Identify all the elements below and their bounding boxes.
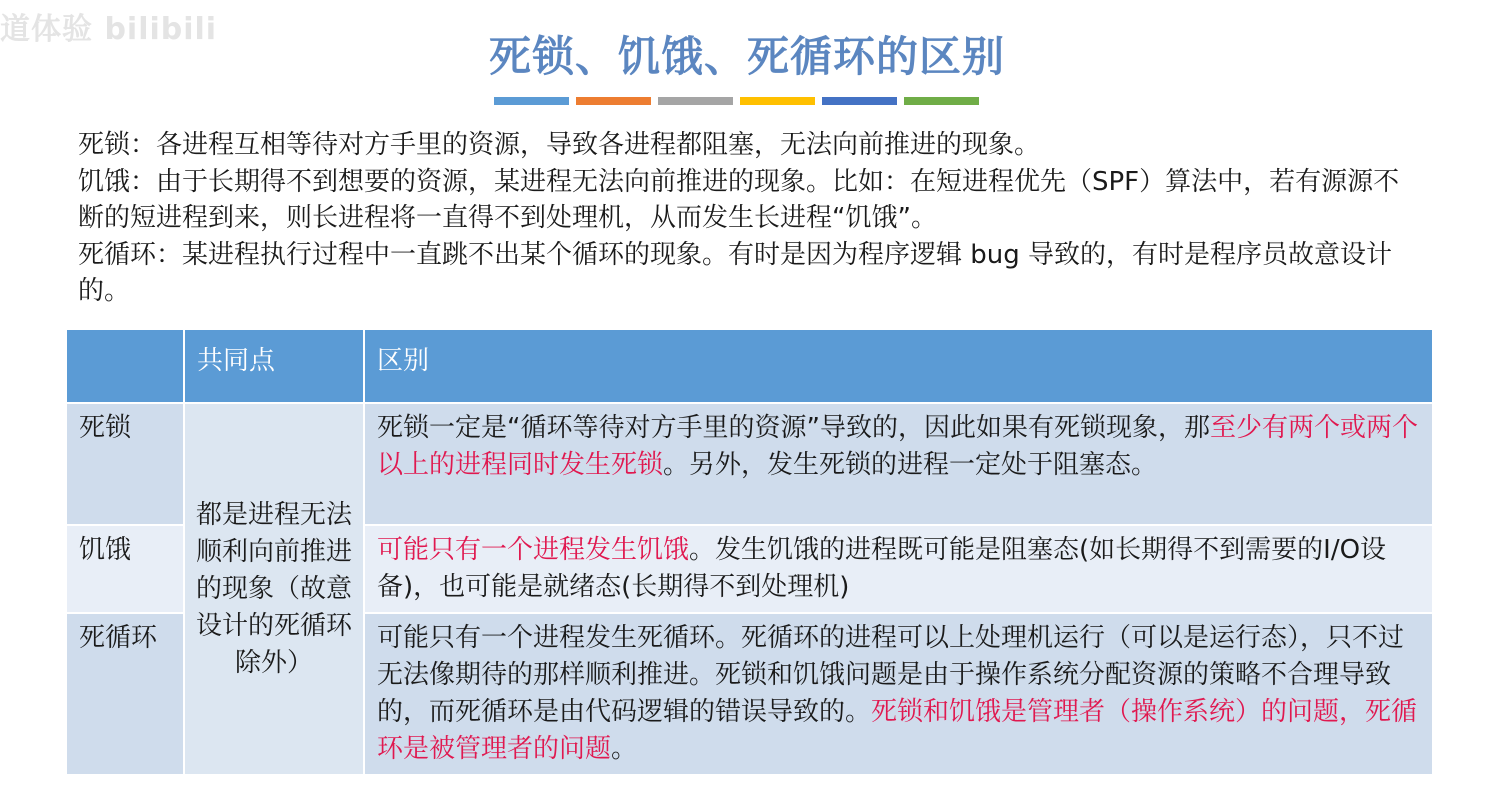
row-label-deadlock: 死锁 bbox=[66, 403, 184, 525]
difference-starvation bbox=[364, 525, 1433, 613]
starvation-definition: 饥饿：由于长期得不到想要的资源，某进程无法向前推进的现象。比如：在短进程优先（SPF）算法中，若有源源不断的短进程到来，则长进程将一直得不到处理机，从而发生长进程“饥饿”。 bbox=[78, 166, 1400, 233]
deadlock-definition: 死锁：各进程互相等待对方手里的资源，导致各进程都阻塞，无法向前推进的现象。 bbox=[78, 130, 1041, 160]
color-bar-segment bbox=[740, 97, 815, 105]
header-difference: 区别 bbox=[364, 329, 1433, 403]
table-row bbox=[66, 403, 1433, 525]
intro-text bbox=[78, 127, 1418, 310]
diff-text: 。 bbox=[611, 734, 638, 764]
header-common: 共同点 bbox=[184, 329, 364, 403]
color-bar-segment bbox=[658, 97, 733, 105]
color-bar-segment bbox=[904, 97, 979, 105]
title-color-bar bbox=[494, 97, 979, 105]
diff-text: 可能只有一个进程发生死循环。死循环的进程可以上处理机运行（可以是运行态），只不过无法像期待的那样顺利推进。死锁和饥饿问题是由于操作系统分配资源的策略不合理导致的，而死循环是由代码逻辑的错误导致的。 bbox=[377, 623, 1405, 727]
color-bar-segment bbox=[494, 97, 569, 105]
diff-text: 死锁一定是“循环等待对方手里的资源”导致的，因此如果有死锁现象，那 bbox=[377, 413, 1210, 443]
diff-highlight: 至少有两个或两个以上的进程同时发生死锁 bbox=[377, 413, 1418, 480]
row-label-infinite-loop: 死循环 bbox=[66, 613, 184, 775]
comparison-table bbox=[65, 328, 1434, 776]
watermark: 道体验 bilibili bbox=[0, 12, 218, 47]
difference-deadlock bbox=[364, 403, 1433, 525]
difference-infinite-loop bbox=[364, 613, 1433, 775]
diff-text: 。另外，发生死锁的进程一定处于阻塞态。 bbox=[663, 450, 1158, 480]
color-bar-segment bbox=[822, 97, 897, 105]
row-label-starvation: 饥饿 bbox=[66, 525, 184, 613]
header-empty bbox=[66, 329, 184, 403]
color-bar-segment bbox=[576, 97, 651, 105]
diff-text: 。发生饥饿的进程既可能是阻塞态(如长期得不到需要的I/O设备)，也可能是就绪态(长期得不到处理机) bbox=[377, 535, 1387, 602]
diff-highlight: 可能只有一个进程发生饥饿 bbox=[377, 535, 690, 565]
diff-highlight: 死锁和饥饿是管理者（操作系统）的问题，死循环是被管理者的问题 bbox=[377, 697, 1418, 764]
table-header-row bbox=[66, 329, 1433, 403]
infinite-loop-definition: 死循环：某进程执行过程中一直跳不出某个循环的现象。有时是因为程序逻辑 bug 导致的，有时是程序员故意设计的。 bbox=[78, 239, 1393, 306]
page-title: 死锁、饥饿、死循环的区别 bbox=[488, 32, 1005, 81]
common-point-cell: 都是进程无法顺利向前推进的现象（故意设计的死循环除外） bbox=[184, 403, 364, 775]
